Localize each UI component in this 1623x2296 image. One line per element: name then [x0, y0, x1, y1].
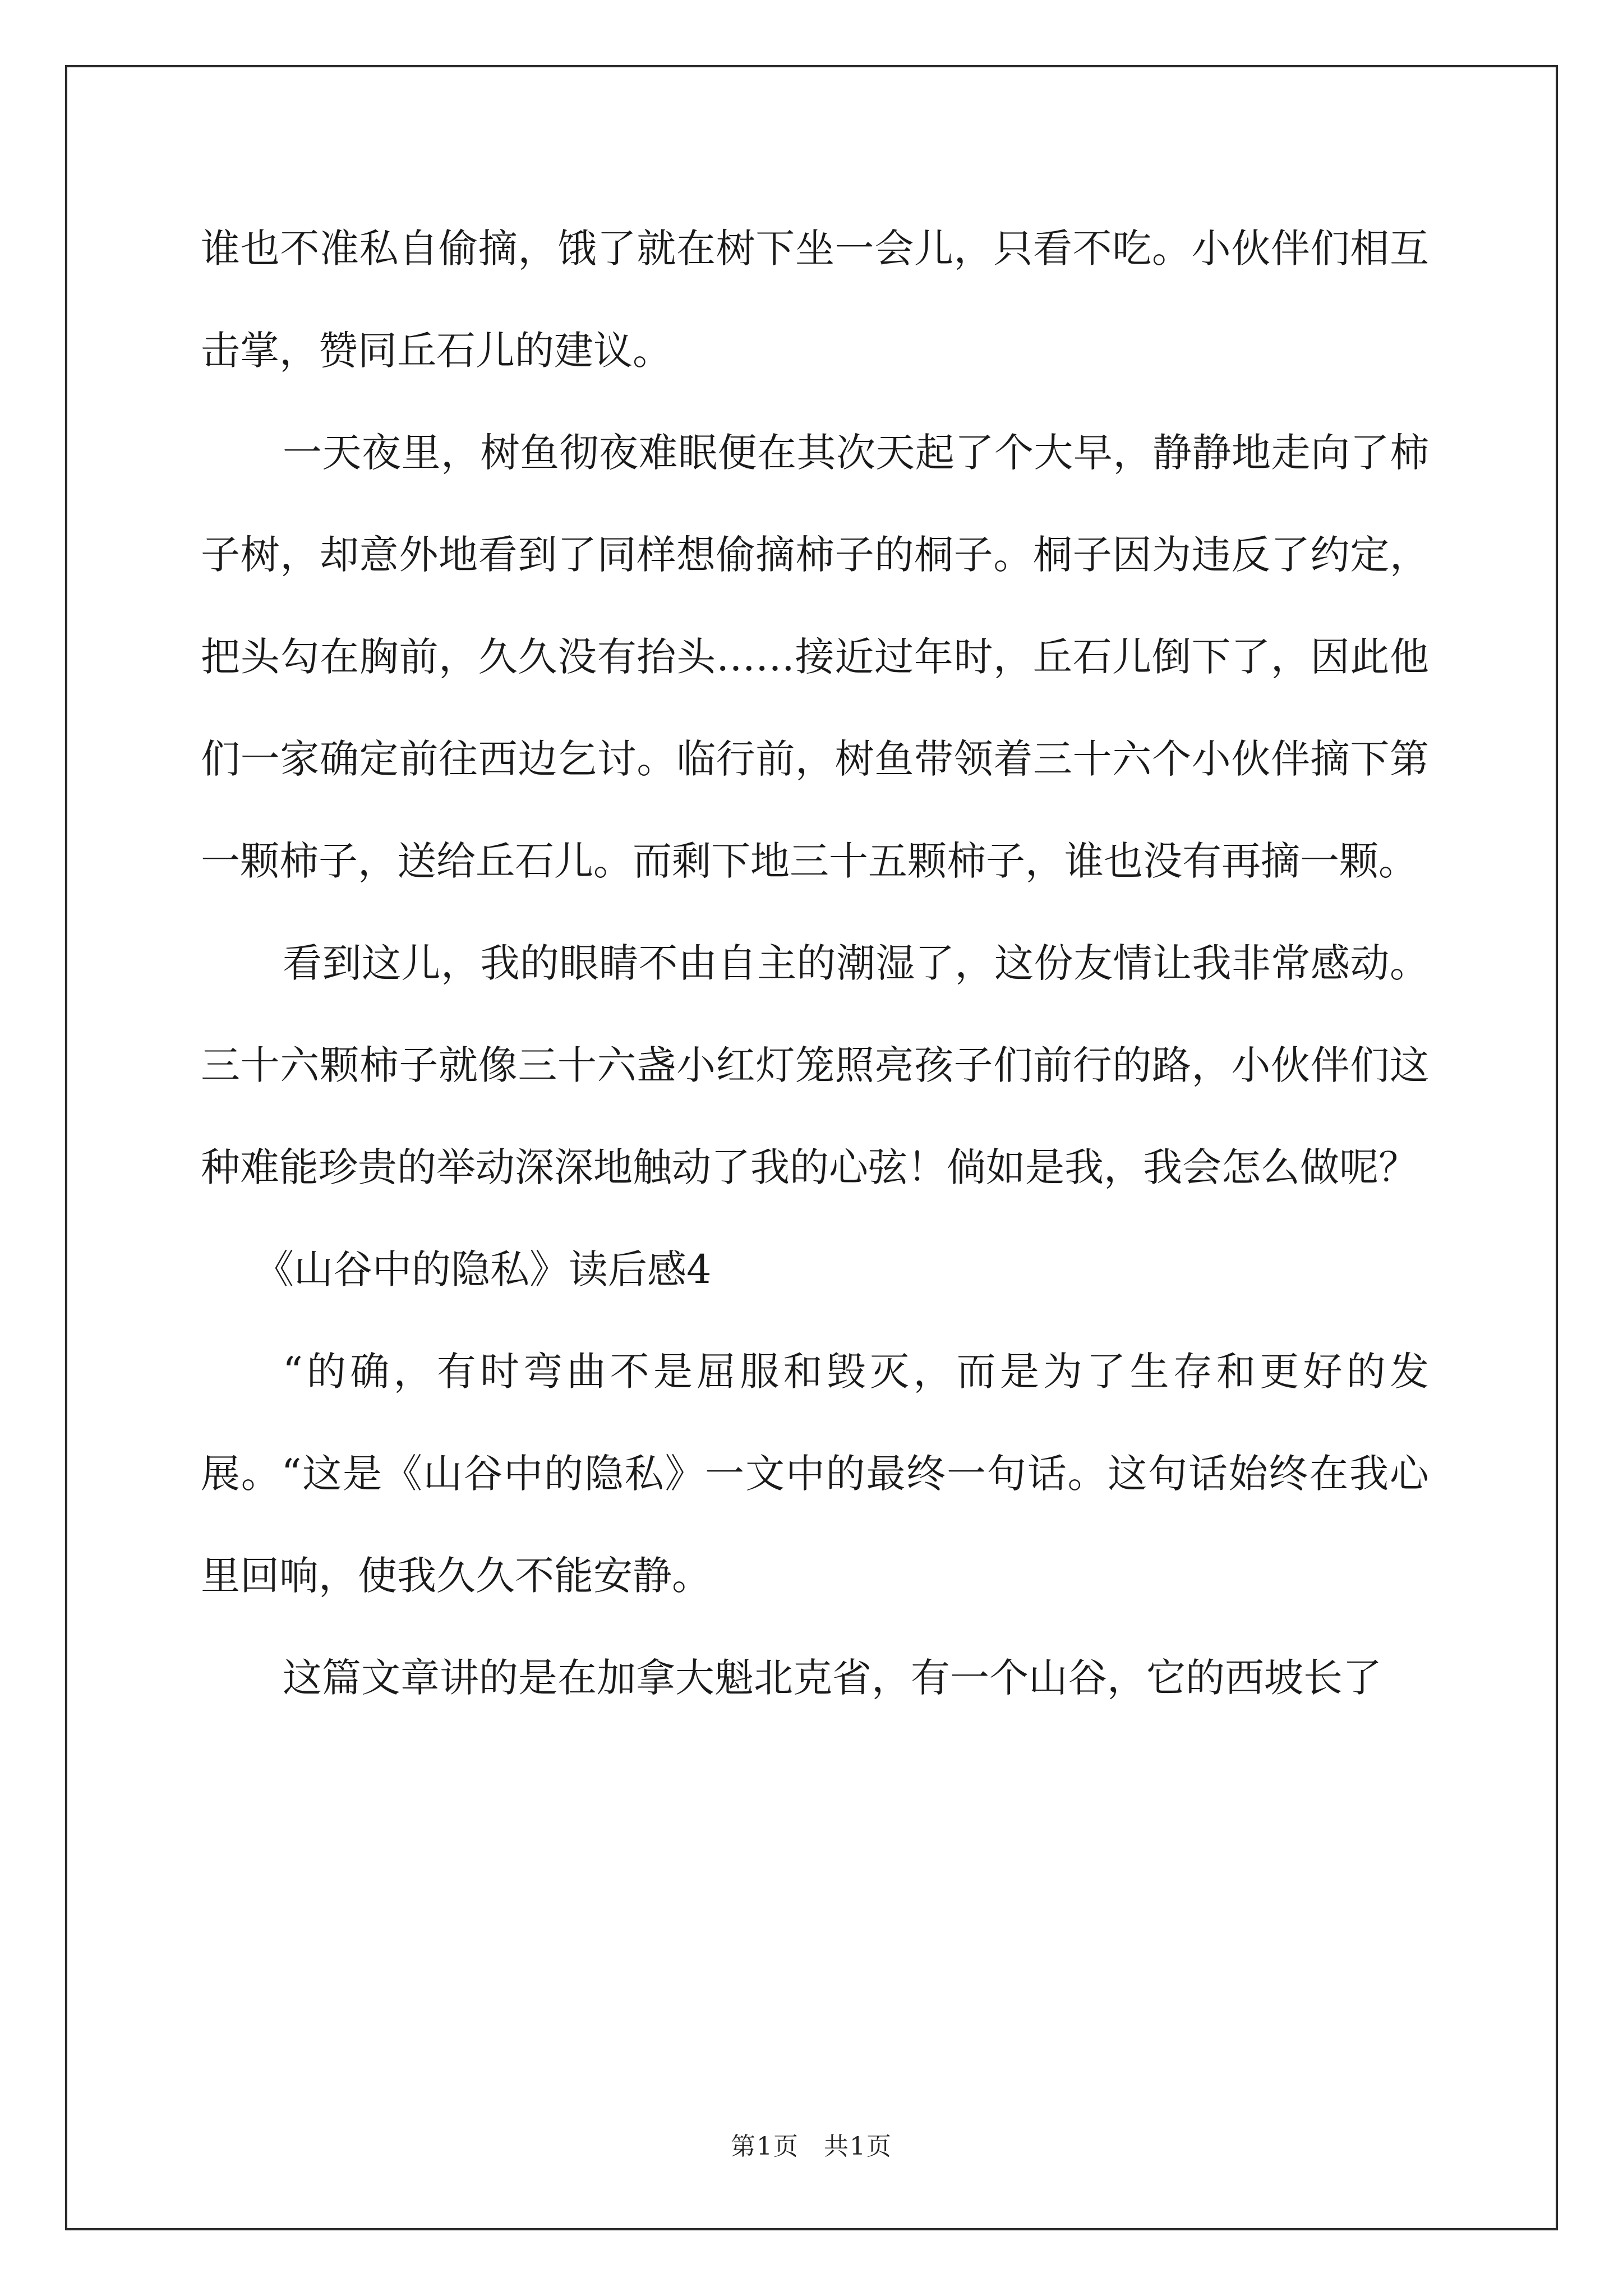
- page-number-total: 共1页: [824, 2132, 892, 2161]
- paragraph-5: 这篇文章讲的是在加拿大魁北克省，有一个山谷，它的西坡长了: [283, 1655, 1382, 1701]
- page-number-current: 第1页: [731, 2132, 799, 2161]
- paragraph-3: 看到这儿，我的眼睛不由自主的潮湿了，这份友情让我非常感动。三十六颗柿子就像三十六盏小红灯笼照亮孩子们前行的路，小伙伴们这种难能珍贵的举动深深地触动了我的心弦！倘如是我，我会怎么做呢？: [201, 940, 1429, 1190]
- section-heading: 《山谷中的隐私》读后感4: [255, 1246, 712, 1292]
- paragraph-4: “的确，有时弯曲不是屈服和毁灭，而是为了生存和更好的发展。“这是《山谷中的隐私》一文中的最终一句话。这句话始终在我心里回响，使我久久不能安静。: [201, 1349, 1429, 1599]
- paragraph-1: 谁也不准私自偷摘，饿了就在树下坐一会儿，只看不吃。小伙伴们相互击掌，赞同丘石儿的建议。: [201, 226, 1429, 374]
- paragraph-2: 一天夜里，树鱼彻夜难眠便在其次天起了个大早，静静地走向了柿子树，却意外地看到了同样想偷摘柿子的桐子。桐子因为违反了约定，把头勾在胸前，久久没有抬头……接近过年时，丘石儿倒下了，因此他们一家确定前往西边乞讨。临行前，树鱼带领着三十六个小伙伴摘下第一颗柿子，送给丘石儿。而剩下地三十五颗柿子，谁也没有再摘一颗。: [201, 430, 1429, 884]
- page-footer: [0, 2126, 1623, 2162]
- document-body: [201, 197, 1429, 1729]
